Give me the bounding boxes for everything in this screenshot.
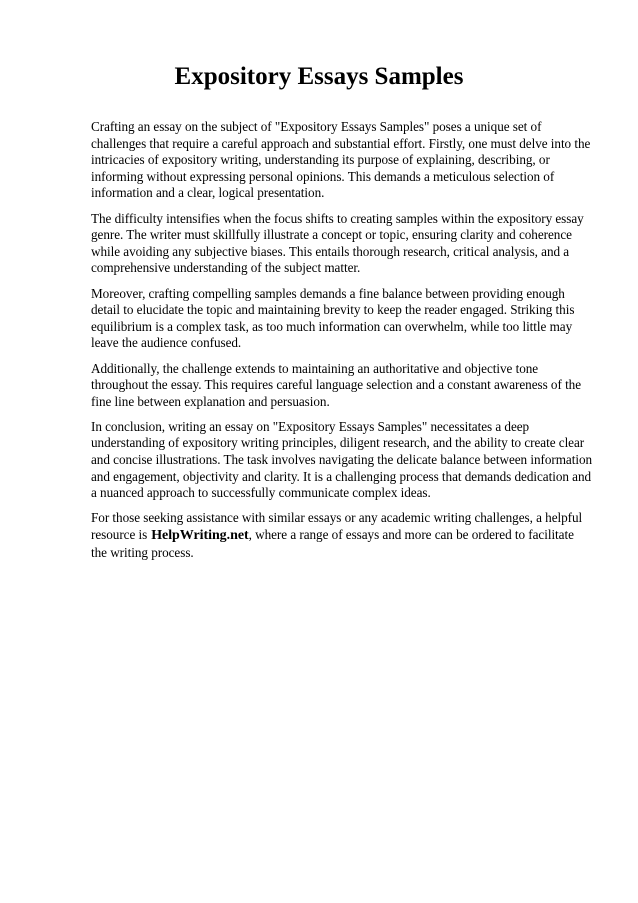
- helpwriting-link[interactable]: HelpWriting.net: [151, 528, 249, 544]
- paragraph-5: In conclusion, writing an essay on "Expository Essays Samples" necessitates a deep understanding of expository writing principles, diligent research, and the ability to create clear and concise illustrations. The task involves navigating the delicate balance between information and engagement, objectivity and clarity. It is a challenging process that demands dedication and a nuanced approach to successfully communicate complex ideas.: [91, 418, 593, 501]
- paragraph-2: The difficulty intensifies when the focus shifts to creating samples within the expository essay genre. The writer must skillfully illustrate a concept or topic, ensuring clarity and coherence while avoiding any subjective biases. This entails thorough research, critical analysis, and a comprehensive understanding of the subject matter.: [91, 210, 584, 276]
- paragraph-1: Crafting an essay on the subject of "Expository Essays Samples" poses a unique set of challenges that require a careful approach and substantial effort. Firstly, one must delve into the intricacies of expository writing, understanding its purpose of explaining, describing, or informing without expressing personal opinions. This demands a meticulous selection of information and a clear, logical presentation.: [91, 119, 591, 201]
- closing-text-before-link: For those seeking assistance with similar essays or any academic writing challenges, a helpful resource is: [91, 510, 583, 543]
- closing-paragraph: [91, 510, 593, 561]
- paragraph-3: Moreover, crafting compelling samples demands a fine balance between providing enough detail to elucidate the topic and maintaining brevity to keep the reader engaged. Striking this equilibrium is a complex task, as too much information can overwhelm, while too little may leave the audience confused.: [91, 285, 575, 351]
- closing-text-after-link: , where a range of essays and more can be ordered to facilitate the writing process.: [91, 527, 574, 560]
- page-title: Expository Essays Samples: [174, 63, 464, 90]
- essay-body: [91, 119, 593, 570]
- paragraph-4: Additionally, the challenge extends to maintaining an authoritative and objective tone throughout the essay. This requires careful language selection and a constant awareness of the fine line between explanation and persuasion.: [91, 360, 582, 409]
